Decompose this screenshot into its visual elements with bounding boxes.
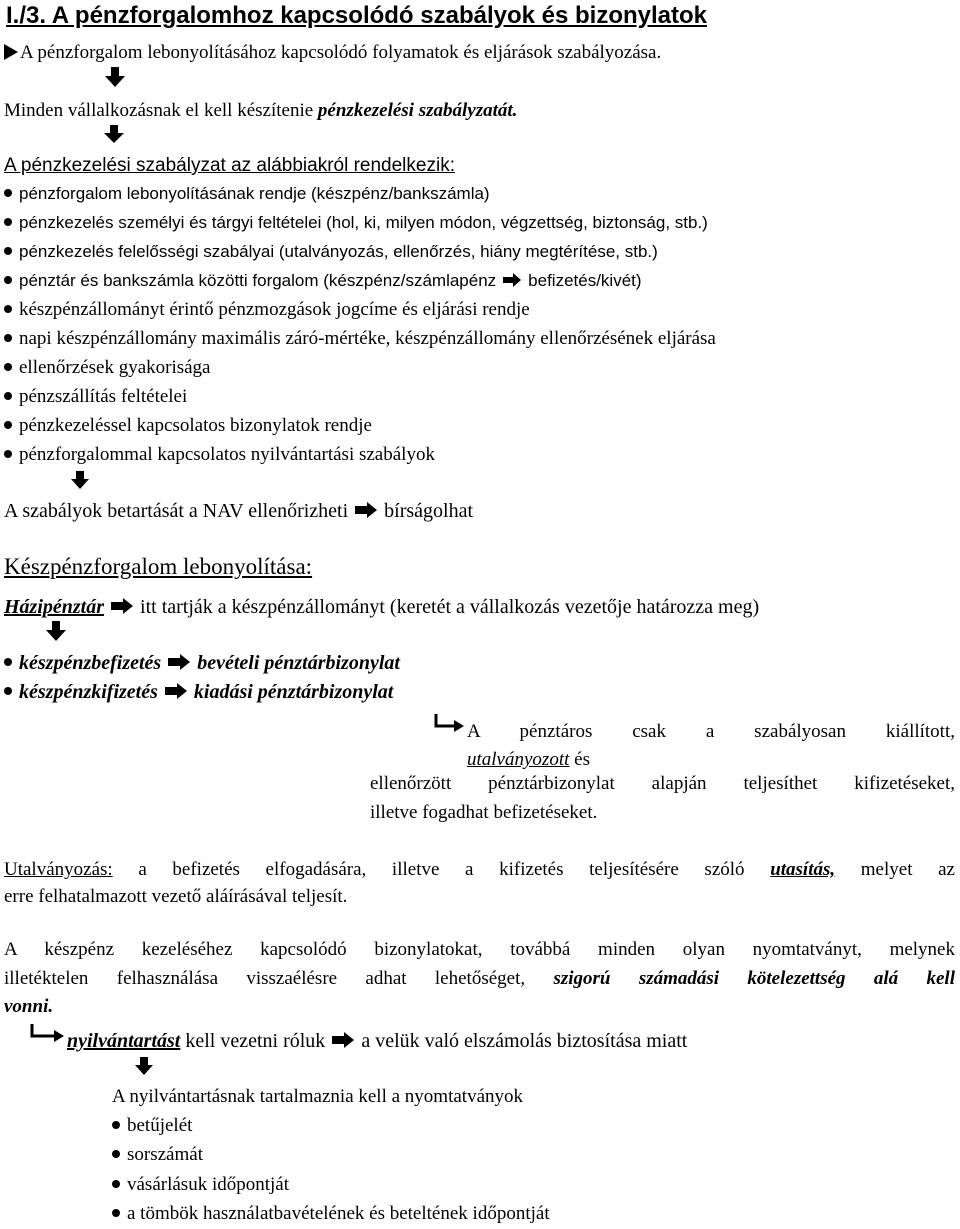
list-item-text: pénzkezelés személyi és tárgyi feltételei (hol, ki, milyen módon, végzettség, biztonság, stb.) bbox=[19, 213, 708, 232]
cash-in-line bbox=[4, 652, 400, 674]
list-item-text: pénzszállítás feltételei bbox=[19, 386, 188, 407]
registry-line bbox=[67, 1030, 687, 1052]
intro-line-1-text: A pénzforgalom lebonyolításához kapcsolódó folyamatok és eljárások szabályozása. bbox=[20, 42, 662, 63]
list-item bbox=[4, 415, 372, 437]
strict-emphasis: szigorú számadási kötelezettség alá kell bbox=[553, 968, 955, 989]
right-arrow-icon bbox=[331, 1032, 355, 1048]
nav-text: A szabályok betartását a NAV ellenőrizheti bbox=[4, 500, 349, 522]
list-item bbox=[4, 212, 708, 234]
registry-term: nyilvántartást bbox=[67, 1030, 181, 1052]
cashier-note-emphasis: utalványozott bbox=[467, 749, 570, 770]
cashier-note-line-4: illetve fogadhat befizetéseket. bbox=[370, 802, 598, 823]
list-item-text: betűjelét bbox=[127, 1115, 193, 1136]
strict-line-3: vonni. bbox=[4, 996, 54, 1017]
intro-line-2-text: Minden vállalkozásnak el kell készítenie bbox=[4, 100, 318, 121]
list-item bbox=[112, 1203, 550, 1225]
bullet-icon bbox=[4, 334, 12, 342]
list-item bbox=[4, 299, 530, 321]
cash-out-line bbox=[4, 681, 393, 703]
cash-in-term: készpénzbefizetés bbox=[19, 652, 162, 674]
cashier-note-line-3: ellenőrzött pénztárbizonylat alapján teljesíthet kifizetéseket, bbox=[370, 773, 955, 794]
bullet-icon bbox=[4, 392, 12, 400]
hazi-line bbox=[4, 596, 759, 618]
right-arrow-icon bbox=[354, 502, 378, 518]
list-item-text: pénzforgalommal kapcsolatos nyilvántartási szabályok bbox=[19, 444, 435, 465]
cash-out-term: készpénzkifizetés bbox=[19, 681, 158, 703]
list-item-text: napi készpénzállomány maximális záró-mértéke, készpénzállomány ellenőrzésének eljárása bbox=[19, 328, 716, 349]
play-triangle-icon bbox=[4, 44, 18, 60]
right-arrow-icon bbox=[110, 598, 134, 614]
list-item-text: pénzforgalom lebonyolításának rendje (készpénz/bankszámla) bbox=[19, 184, 490, 203]
cash-in-doc: bevételi pénztárbizonylat bbox=[197, 652, 400, 674]
list-item bbox=[4, 357, 211, 379]
corner-arrow-icon bbox=[30, 1022, 66, 1044]
cashier-note-and: és bbox=[569, 749, 590, 770]
list-item-text: pénzkezeléssel kapcsolatos bizonylatok rendje bbox=[19, 415, 372, 436]
right-arrow-icon bbox=[164, 683, 188, 699]
strict-line-1: A készpénz kezeléséhez kapcsolódó bizonylatokat, továbbá minden olyan nyomtatványt, melynek bbox=[4, 939, 955, 960]
nav-result: bírságolhat bbox=[384, 500, 474, 522]
bullet-icon bbox=[4, 658, 12, 666]
list-item-text: pénzkezelés felelősségi szabályai (utalványozás, ellenőrzés, hiány megtérítése, stb.) bbox=[19, 242, 658, 261]
intro-line-2-emphasis: pénzkezelési szabályzatát. bbox=[317, 100, 518, 121]
list-item bbox=[4, 328, 716, 350]
cashier-note-line-2 bbox=[467, 749, 590, 771]
bullet-icon bbox=[4, 189, 12, 197]
down-arrow-icon bbox=[134, 1056, 154, 1076]
list-item-text: ellenőrzések gyakorisága bbox=[19, 357, 211, 378]
right-arrow-icon bbox=[167, 654, 191, 670]
utalv-line-2: erre felhatalmazott vezető aláírásával teljesít. bbox=[4, 886, 348, 907]
bullet-icon bbox=[4, 450, 12, 458]
bullet-icon bbox=[4, 363, 12, 371]
utalv-text-end: melyet az bbox=[835, 859, 955, 880]
down-arrow-icon bbox=[103, 66, 127, 88]
rules-heading: A pénzkezelési szabályzat az alábbiakról rendelkezik: bbox=[4, 155, 455, 176]
list-item bbox=[112, 1174, 289, 1196]
bullet-icon bbox=[4, 218, 12, 226]
bullet-icon bbox=[4, 687, 12, 695]
utalv-emphasis: utasítás, bbox=[770, 859, 836, 880]
list-item-text: befizetés/kivét) bbox=[528, 271, 642, 290]
strict-text: illetéktelen felhasználása visszaélésre adhat lehetőséget, bbox=[4, 968, 554, 989]
bullet-icon bbox=[112, 1209, 120, 1217]
utalv-term: Utalványozás: bbox=[4, 859, 113, 880]
right-arrow-icon bbox=[502, 273, 522, 287]
list-item bbox=[4, 183, 490, 205]
bullet-icon bbox=[4, 421, 12, 429]
utalv-text: a befizetés elfogadására, illetve a kifizetés teljesítésére szóló bbox=[112, 859, 771, 880]
bullet-icon bbox=[112, 1150, 120, 1158]
cash-heading: Készpénzforgalom lebonyolítása: bbox=[4, 554, 313, 579]
list-item-text: pénztár és bankszámla közötti forgalom (készpénz/számlapénz bbox=[19, 271, 497, 290]
page-title: I./3. A pénzforgalomhoz kapcsolódó szabályok és bizonylatok bbox=[6, 2, 708, 29]
list-item bbox=[4, 270, 642, 292]
down-arrow-icon bbox=[44, 620, 68, 642]
cashier-note-line-1: A pénztáros csak a szabályosan kiállított, bbox=[467, 721, 955, 742]
strict-line-2 bbox=[4, 965, 955, 993]
utalv-line-1 bbox=[4, 856, 955, 884]
hazi-term: Házipénztár bbox=[4, 596, 105, 618]
list-item bbox=[112, 1115, 192, 1137]
list-item-text: a tömbök használatbavételének és beteltének időpontját bbox=[127, 1203, 550, 1224]
registry-mid: kell vezetni róluk bbox=[180, 1030, 326, 1052]
down-arrow-icon bbox=[70, 470, 90, 490]
bullet-icon bbox=[4, 247, 12, 255]
bullet-icon bbox=[112, 1180, 120, 1188]
cash-out-doc: kiadási pénztárbizonylat bbox=[193, 681, 394, 703]
nav-line bbox=[4, 500, 473, 522]
hazi-desc: itt tartják a készpénzállományt (keretét a vállalkozás vezetője határozza meg) bbox=[140, 596, 760, 618]
bullet-icon bbox=[4, 305, 12, 313]
list-item-text: vásárlásuk időpontját bbox=[127, 1174, 289, 1195]
registry-heading: A nyilvántartásnak tartalmaznia kell a nyomtatványok bbox=[112, 1086, 524, 1107]
corner-arrow-icon bbox=[434, 712, 466, 734]
list-item-text: készpénzállományt érintő pénzmozgások jogcíme és eljárási rendje bbox=[19, 299, 530, 320]
intro-line-2 bbox=[4, 100, 517, 122]
list-item bbox=[4, 444, 435, 466]
list-item bbox=[4, 241, 658, 263]
intro-line-1 bbox=[4, 42, 661, 64]
bullet-icon bbox=[4, 276, 12, 284]
bullet-icon bbox=[112, 1121, 120, 1129]
registry-post: a velük való elszámolás biztosítása miatt bbox=[361, 1030, 688, 1052]
list-item-text: sorszámát bbox=[127, 1144, 203, 1165]
list-item bbox=[112, 1144, 203, 1166]
list-item bbox=[4, 386, 187, 408]
down-arrow-icon bbox=[103, 124, 125, 144]
